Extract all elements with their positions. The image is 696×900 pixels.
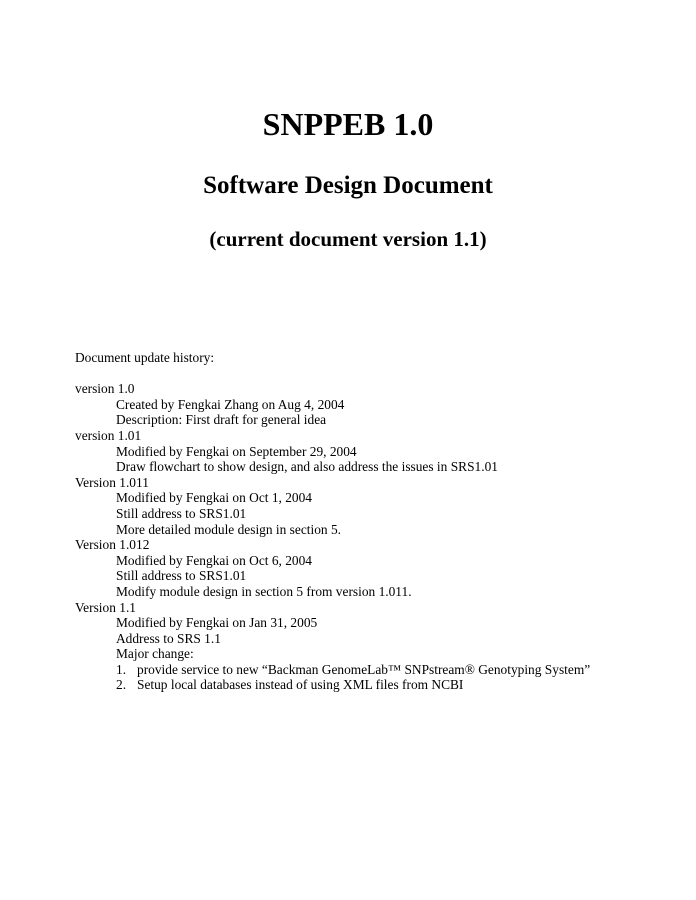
entry-line: Modified by Fengkai on September 29, 2004	[116, 443, 357, 459]
history-entry	[75, 537, 675, 599]
entry-line: Modified by Fengkai on Jan 31, 2005	[116, 615, 318, 631]
change-number: 2.	[116, 677, 127, 693]
entry-line: Description: First draft for general idea	[116, 412, 327, 428]
entry-line: Draw flowchart to show design, and also address the issues in SRS1.01	[116, 459, 498, 475]
history-heading: Document update history:	[75, 350, 215, 365]
change-text: Setup local databases instead of using XML files from NCBI	[137, 677, 464, 693]
update-history	[75, 350, 675, 693]
entry-line: Address to SRS 1.1	[116, 630, 221, 646]
entry-line: Created by Fengkai Zhang on Aug 4, 2004	[116, 396, 345, 412]
entry-version: Version 1.011	[75, 474, 149, 490]
entry-line: More detailed module design in section 5.	[116, 521, 341, 537]
entry-line: Modified by Fengkai on Oct 1, 2004	[116, 490, 313, 506]
document-subtitle: Software Design Document	[203, 172, 493, 199]
entry-version: version 1.0	[75, 381, 135, 397]
entry-line: Major change:	[116, 646, 194, 662]
change-item	[75, 677, 675, 693]
entry-line: Modified by Fengkai on Oct 6, 2004	[116, 552, 313, 568]
entry-version: Version 1.1	[75, 599, 136, 615]
document-title: SNPPEB 1.0	[262, 106, 434, 142]
entry-version: Version 1.012	[75, 537, 150, 553]
change-item	[75, 662, 675, 678]
history-entry	[75, 600, 675, 694]
entry-line: Modify module design in section 5 from version 1.011.	[116, 583, 412, 599]
entry-line: Still address to SRS1.01	[116, 568, 247, 584]
current-version-label: (current document version 1.1)	[209, 227, 487, 251]
change-text: provide service to new “Backman GenomeLab™ SNPstream® Genotyping System”	[137, 661, 591, 677]
history-entry	[75, 381, 675, 428]
entry-line: Still address to SRS1.01	[116, 505, 247, 521]
change-number: 1.	[116, 661, 127, 677]
entry-version: version 1.01	[75, 427, 142, 443]
history-entry	[75, 428, 675, 475]
history-entry	[75, 475, 675, 537]
